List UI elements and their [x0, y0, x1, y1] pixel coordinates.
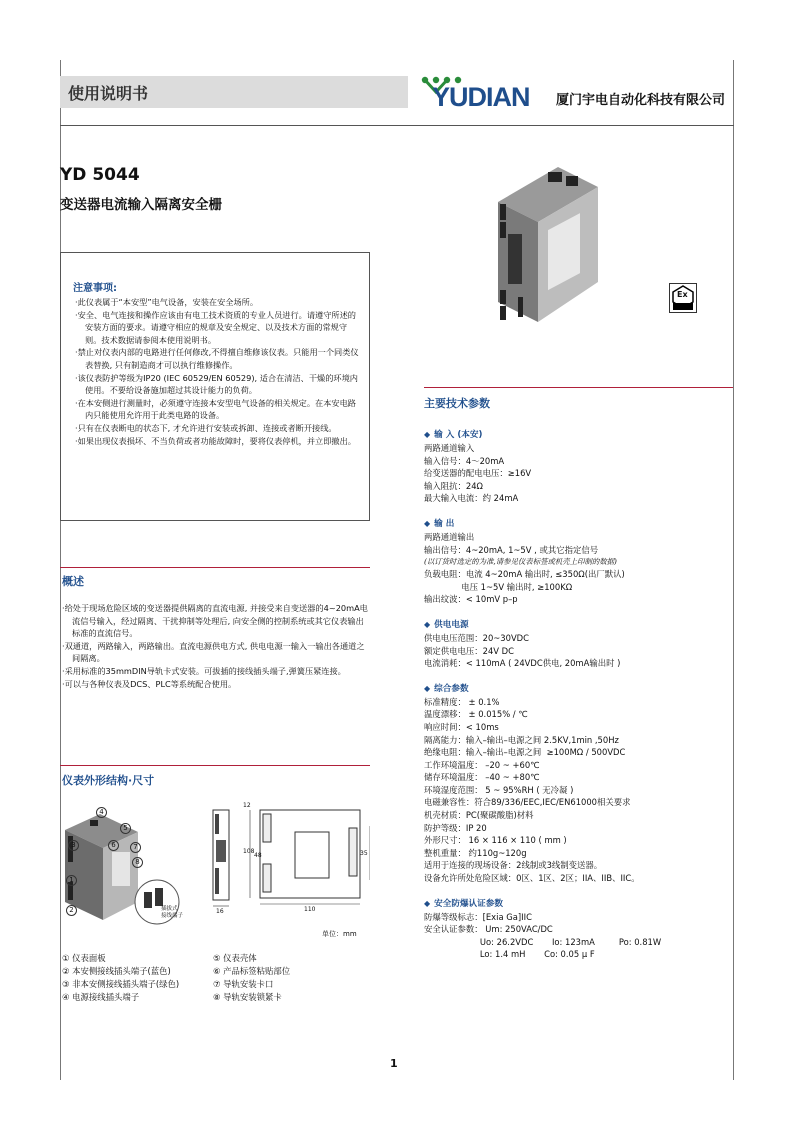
dimensions-rule	[60, 765, 370, 766]
callout-4: 4	[96, 807, 107, 818]
dim-108: 108	[243, 848, 255, 855]
overview-item: ·给处于现场危险区域的变送器提供隔离的直流电源, 并接受来自变送器的4~20mA电流信号输入，经过隔离、干扰抑制等处理后, 向安全侧的控制系统或其它仪表输出标准的直流信号。	[62, 603, 368, 639]
spec-heading-input: ◆ 输 入 (本安)	[424, 430, 483, 440]
legend-item: ② 本安侧接线插头端子(蓝色)	[62, 966, 171, 976]
legend-item: ⑧ 导轨安装锁紧卡	[213, 992, 282, 1002]
manual-label: 使用说明书	[68, 84, 149, 103]
spec-line: 防护等级：IP 20	[424, 822, 487, 833]
ex-certification-mark	[669, 283, 697, 313]
legend-item: ③ 非本安侧接线插头端子(绿色)	[62, 979, 180, 989]
spec-line: 输入阻抗：24Ω	[424, 480, 483, 491]
spec-line: Lo: 1.4 mH Co: 0.05 μ F	[424, 949, 595, 960]
diamond-icon: ◆	[424, 430, 431, 439]
overview-item: ·采用标准的35mmDIN导轨卡式安装。可拔插的接线插头端子,弹簧压紧连接。	[62, 665, 346, 676]
dim-12: 12	[243, 802, 251, 809]
dimension-drawings	[60, 800, 370, 940]
overview-item: ·可以与各种仪表及DCS、PLC等系统配合使用。	[62, 678, 237, 689]
legend-item: ① 仪表面板	[62, 953, 106, 963]
spec-line: 响应时间：< 10ms	[424, 721, 499, 732]
spec-line: 额定供电电压：24V DC	[424, 645, 514, 656]
notice-item: ·禁止对仪表内部的电路进行任何修改,不得擅自维修该仪表。只能用一个同类仪表替换, 只有制造商才可以执行维修操作。	[75, 347, 359, 370]
overview-rule	[60, 567, 370, 568]
dim-48: 48	[254, 852, 262, 859]
callout-2: 2	[66, 905, 77, 916]
diamond-icon: ◆	[424, 898, 431, 908]
spec-line: 设备允许所处危险区域：0区、1区、2区；IIA、IIB、IIC。	[424, 873, 640, 884]
dimension-svg	[60, 800, 370, 940]
plug-terminal-label: 插拔式 接线端子	[161, 906, 184, 919]
legend-item: ⑦ 导轨安装卡口	[213, 979, 274, 989]
overview-item: ·双通道，两路输入，两路输出。直流电源供电方式, 供电电源一输入一输出各通道之间隔离。	[62, 640, 365, 664]
spec-line: 外形尺寸： 16 × 116 × 110 ( mm )	[424, 835, 567, 846]
brand-logo	[420, 72, 550, 112]
callout-1: 1	[66, 875, 77, 886]
spec-line: 电压 1~5V 输出时, ≥100KΩ	[424, 581, 573, 592]
output-note: (以订货时选定的为准,请参见仪表标签或机壳上印制的数据)	[424, 557, 617, 567]
dimensions-title: 仪表外形结构·尺寸	[62, 774, 155, 787]
notice-item: ·在本安侧进行测量时，必须遵守连接本安型电气设备的相关规定。在本安电路内只能使用允许用于此类电路的设备。	[75, 397, 356, 421]
spec-line: 工作环境温度： –20 ~ +60℃	[424, 759, 540, 770]
spec-line: 输入信号：4～20mA	[424, 455, 505, 466]
spec-line: 整机重量： 约110g~120g	[424, 847, 527, 858]
callout-5: 5	[120, 823, 131, 834]
header-rule	[60, 125, 734, 126]
callout-8: 8	[132, 857, 143, 868]
spec-heading-general: ◆ 综合参数	[424, 683, 469, 694]
spec-line: 标准精度： ± 0.1%	[424, 696, 500, 707]
spec-line: 机壳材质：PC(聚碳酸脂)材料	[424, 810, 534, 821]
spec-line: 输出纹波：< 10mV p–p	[424, 594, 518, 605]
spec-line: 温度漂移： ± 0.015% / ℃	[424, 709, 528, 720]
product-subtitle: 变送器电流输入隔离安全栅	[60, 197, 222, 213]
spec-line: 负载电阻：电流 4~20mA 输出时, ≤350Ω(出厂默认)	[424, 569, 625, 580]
specs-body	[424, 420, 732, 961]
notice-box	[60, 252, 370, 521]
model-title: YD 5044	[60, 165, 140, 185]
legend-item: ⑤ 仪表壳体	[213, 953, 257, 963]
notice-item: ·此仪表属于“本安型”电气设备，安装在安全场所。	[75, 297, 259, 307]
spec-line: 供电电压范围：20~30VDC	[424, 632, 529, 643]
overview-list	[62, 602, 368, 690]
spec-line: 输出信号：4~20mA, 1~5V , 或其它指定信号	[424, 544, 599, 555]
callout-6: 6	[108, 840, 119, 851]
callout-3: 3	[68, 840, 79, 851]
spec-line: 电流消耗：< 110mA ( 24VDC供电, 20mA输出时 )	[424, 658, 621, 669]
legend-item: ⑥ 产品标签粘贴部位	[213, 966, 291, 976]
dim-depth: 110	[304, 906, 316, 913]
diamond-icon: ◆	[424, 683, 431, 693]
notice-title: 注意事项:	[73, 283, 117, 294]
spec-line: 环境湿度范围： 5 ~ 95%RH ( 无冷凝 )	[424, 784, 574, 795]
spec-line: 安全认证参数： Um: 250VAC/DC	[424, 924, 553, 935]
ex-label: Ex	[677, 290, 688, 299]
header-bar	[60, 76, 408, 108]
spec-line: 两路通道输入	[424, 443, 475, 453]
unit-note: 单位：mm	[322, 930, 357, 938]
diamond-icon: ◆	[424, 518, 431, 528]
spec-heading-power: ◆ 供电电源	[424, 619, 469, 630]
spec-line: Uo: 26.2VDC Io: 123mA Po: 0.81W	[424, 936, 662, 947]
overview-title: 概述	[62, 575, 84, 588]
spec-line: 最大输入电流：约 24mA	[424, 493, 519, 504]
notice-item: ·只有在仪表断电的状态下, 才允许进行安装或拆卸、连接或者断开接线。	[75, 422, 337, 433]
device-illustration	[488, 162, 620, 352]
dim-width: 16	[216, 908, 224, 915]
spec-line: 储存环境温度： –40 ~ +80℃	[424, 772, 540, 783]
product-image	[488, 162, 620, 352]
notice-item: ·安全、电气连接和操作应该由有电工技术资质的专业人员进行。请遵守所述的安装方面的要求。请遵守相应的规章及安全规定、以及技术方面的常规守则。技术数据请参阅本使用说明书。	[75, 309, 356, 345]
specs-rule	[424, 387, 733, 388]
spec-line: 电磁兼容性：符合89/336/EEC,IEC/EN61000相关要求	[424, 797, 631, 808]
spec-heading-safety: ◆ 安全防爆认证参数	[424, 898, 503, 909]
dim-35: 35	[360, 850, 368, 857]
spec-line: 适用于连接的现场设备：2线制或3线制变送器。	[424, 860, 603, 871]
spec-line: 两路通道输出	[424, 531, 475, 542]
spec-line: 防爆等级标志：[Exia Ga]IIC	[424, 911, 532, 922]
legend-item: ④ 电源接线插头端子	[62, 992, 140, 1002]
spec-line: 绝缘电阻：输入–输出–电源之间 ≥100MΩ / 500VDC	[424, 747, 626, 758]
brand-name: YUDIAN	[432, 82, 530, 112]
notice-item: ·如果出现仪表损坏、不当负荷或者功能故障时，要将仪表停机，并立即撤出。	[75, 435, 356, 446]
notice-list	[75, 296, 359, 447]
diamond-icon: ◆	[424, 619, 431, 629]
company-name: 厦门宇电自动化科技有限公司	[556, 93, 726, 108]
notice-item: ·该仪表防护等级为IP20 (IEC 60529/EN 60529), 适合在清洁、干燥的环境内使用。不要给设备施加超过其设计能力的负荷。	[75, 372, 358, 396]
right-margin-line	[733, 60, 734, 1080]
specs-title: 主要技术参数	[424, 397, 490, 410]
callout-7: 7	[130, 842, 141, 853]
spec-heading-output: ◆ 输 出	[424, 518, 455, 529]
page-number: 1	[390, 1057, 398, 1070]
spec-line: 给变送器的配电电压：≥16V	[424, 468, 532, 479]
spec-line: 隔离能力：输入–输出–电源之间 2.5KV,1min ,50Hz	[424, 734, 619, 745]
